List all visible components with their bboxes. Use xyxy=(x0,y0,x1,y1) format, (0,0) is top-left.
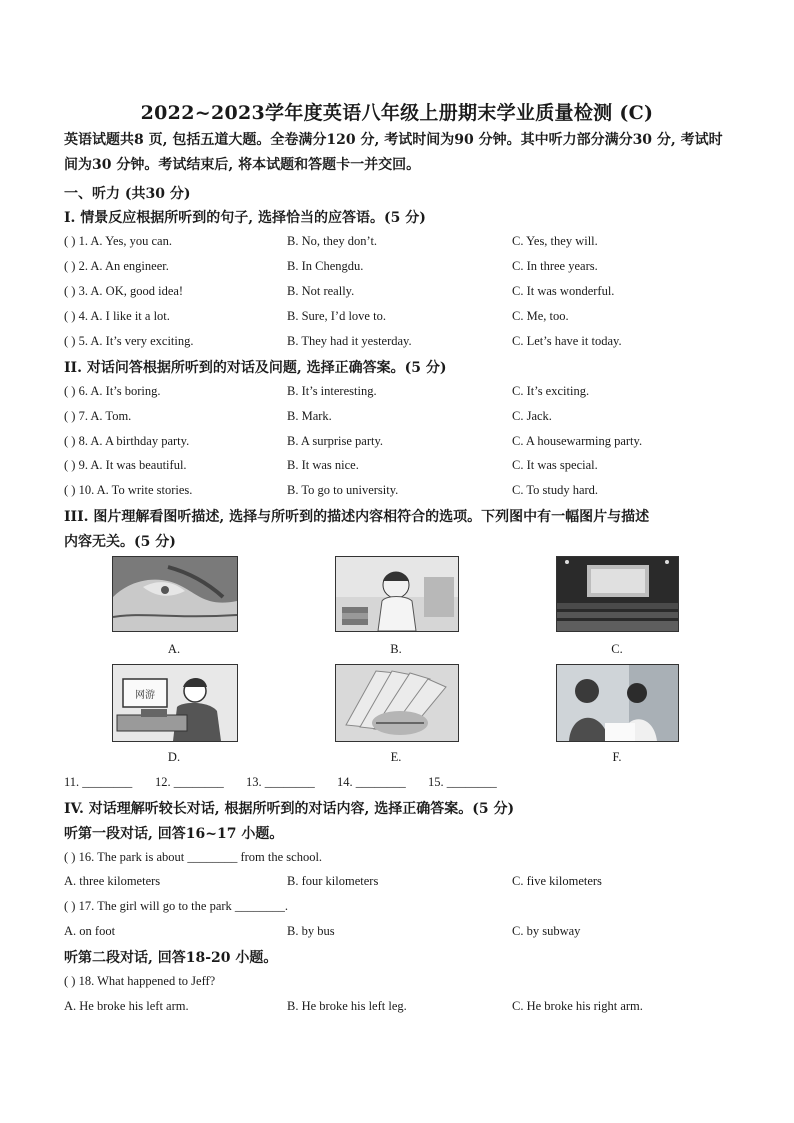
picture-a xyxy=(112,556,238,632)
section3-heading: III. 图片理解看图听描述, 选择与所听到的描述内容相符合的选项。下列图中有一幅图片与描述 xyxy=(64,509,650,525)
section4-sub2: 听第二段对话, 回答18-20 小题。 xyxy=(64,950,278,966)
option-b: B. In Chengdu. xyxy=(287,259,364,273)
question-row xyxy=(64,284,764,304)
question-row xyxy=(64,409,764,429)
question-stem: ( ) 16. The park is about ________ from the school. xyxy=(64,850,323,864)
option-a: A. three kilometers xyxy=(64,874,161,888)
option-row xyxy=(64,924,764,944)
section4-heading: IV. 对话理解听较长对话, 根据所听到的对话内容, 选择正确答案。(5 分) xyxy=(64,801,515,817)
option-b: B. A surprise party. xyxy=(287,434,384,448)
question-row xyxy=(64,259,764,279)
option-c: C. Yes, they will. xyxy=(512,234,598,248)
picture-label-f: F. xyxy=(612,750,622,764)
option-row xyxy=(64,999,764,1019)
option-c: C. A housewarming party. xyxy=(512,434,643,448)
picture-b xyxy=(335,556,459,632)
option-b: B. Sure, I’d love to. xyxy=(287,309,386,323)
picture-c xyxy=(556,556,679,632)
question-row xyxy=(64,434,764,454)
picture-label-e: E. xyxy=(390,750,402,764)
option-b: B. To go to university. xyxy=(287,483,399,497)
question-stem: ( ) 10. A. To write stories. xyxy=(64,483,193,497)
option-b: B. They had it yesterday. xyxy=(287,334,412,348)
question-stem: ( ) 8. A. A birthday party. xyxy=(64,434,190,448)
page-title: 2022~2023学年度英语八年级上册期末学业质量检测 (C) xyxy=(140,102,654,124)
option-b: B. No, they don’t. xyxy=(287,234,378,248)
option-c: C. It was special. xyxy=(512,458,598,472)
option-c: C. Jack. xyxy=(512,409,552,423)
question-row xyxy=(64,850,764,870)
picture-label-d: D. xyxy=(167,750,181,764)
picture-f xyxy=(556,664,679,742)
question-row xyxy=(64,334,764,354)
option-c: C. five kilometers xyxy=(512,874,602,888)
option-c: C. To study hard. xyxy=(512,483,599,497)
picture-label-a: A. xyxy=(167,642,181,656)
question-stem: ( ) 17. The girl will go to the park ________. xyxy=(64,899,289,913)
section2-heading: II. 对话问答根据所听到的对话及问题, 选择正确答案。(5 分) xyxy=(64,360,447,376)
option-b: B. Mark. xyxy=(287,409,332,423)
question-row xyxy=(64,384,764,404)
question-stem: ( ) 3. A. OK, good idea! xyxy=(64,284,184,298)
option-c: C. In three years. xyxy=(512,259,598,273)
option-b: B. It was nice. xyxy=(287,458,359,472)
question-row xyxy=(64,458,764,478)
question-row xyxy=(64,309,764,329)
answer-blank: 14. ________ xyxy=(337,775,406,789)
question-row xyxy=(64,234,764,254)
question-stem: ( ) 7. A. Tom. xyxy=(64,409,132,423)
section3-heading-cont: 内容无关。(5 分) xyxy=(64,534,176,550)
question-stem: ( ) 18. What happened to Jeff? xyxy=(64,974,216,988)
option-row xyxy=(64,874,764,894)
question-stem: ( ) 4. A. I like it a lot. xyxy=(64,309,170,323)
answer-blank: 15. ________ xyxy=(428,775,497,789)
picture-e xyxy=(335,664,459,742)
section4-sub1: 听第一段对话, 回答16~17 小题。 xyxy=(64,826,284,842)
option-b: B. Not really. xyxy=(287,284,355,298)
question-stem: ( ) 9. A. It was beautiful. xyxy=(64,458,187,472)
section1-heading: I. 情景反应根据所听到的句子, 选择恰当的应答语。(5 分) xyxy=(64,210,426,226)
picture-label-b: B. xyxy=(390,642,402,656)
option-c: C. He broke his right arm. xyxy=(512,999,643,1013)
option-c: C. It was wonderful. xyxy=(512,284,615,298)
option-a: A. on foot xyxy=(64,924,116,938)
picture-label-c: C. xyxy=(611,642,623,656)
answer-blank: 11. ________ xyxy=(64,775,133,789)
option-b: B. by bus xyxy=(287,924,335,938)
sign-text: 网游 xyxy=(135,690,155,701)
question-row xyxy=(64,974,764,994)
option-a: A. He broke his left arm. xyxy=(64,999,189,1013)
question-row xyxy=(64,899,764,919)
part1-heading: 一、听力 (共30 分) xyxy=(64,186,191,202)
option-c: C. It’s exciting. xyxy=(512,384,590,398)
option-c: C. by subway xyxy=(512,924,581,938)
question-stem: ( ) 2. A. An engineer. xyxy=(64,259,169,273)
option-c: C. Me, too. xyxy=(512,309,569,323)
option-b: B. It’s interesting. xyxy=(287,384,377,398)
option-b: B. He broke his left leg. xyxy=(287,999,407,1013)
picture-d xyxy=(112,664,238,742)
question-stem: ( ) 5. A. It’s very exciting. xyxy=(64,334,194,348)
option-b: B. four kilometers xyxy=(287,874,379,888)
answer-blank: 13. ________ xyxy=(246,775,315,789)
question-stem: ( ) 6. A. It’s boring. xyxy=(64,384,161,398)
answer-blank: 12. ________ xyxy=(155,775,224,789)
exam-intro: 英语试题共8 页, 包括五道大题。全卷满分120 分, 考试时间为90 分钟。其中听力部分满分30 分, 考试时间为30 分钟。考试结束后, 将本试题和答题卡一并交回。 xyxy=(64,132,723,173)
question-stem: ( ) 1. A. Yes, you can. xyxy=(64,234,172,248)
option-c: C. Let’s have it today. xyxy=(512,334,622,348)
question-row xyxy=(64,483,764,503)
